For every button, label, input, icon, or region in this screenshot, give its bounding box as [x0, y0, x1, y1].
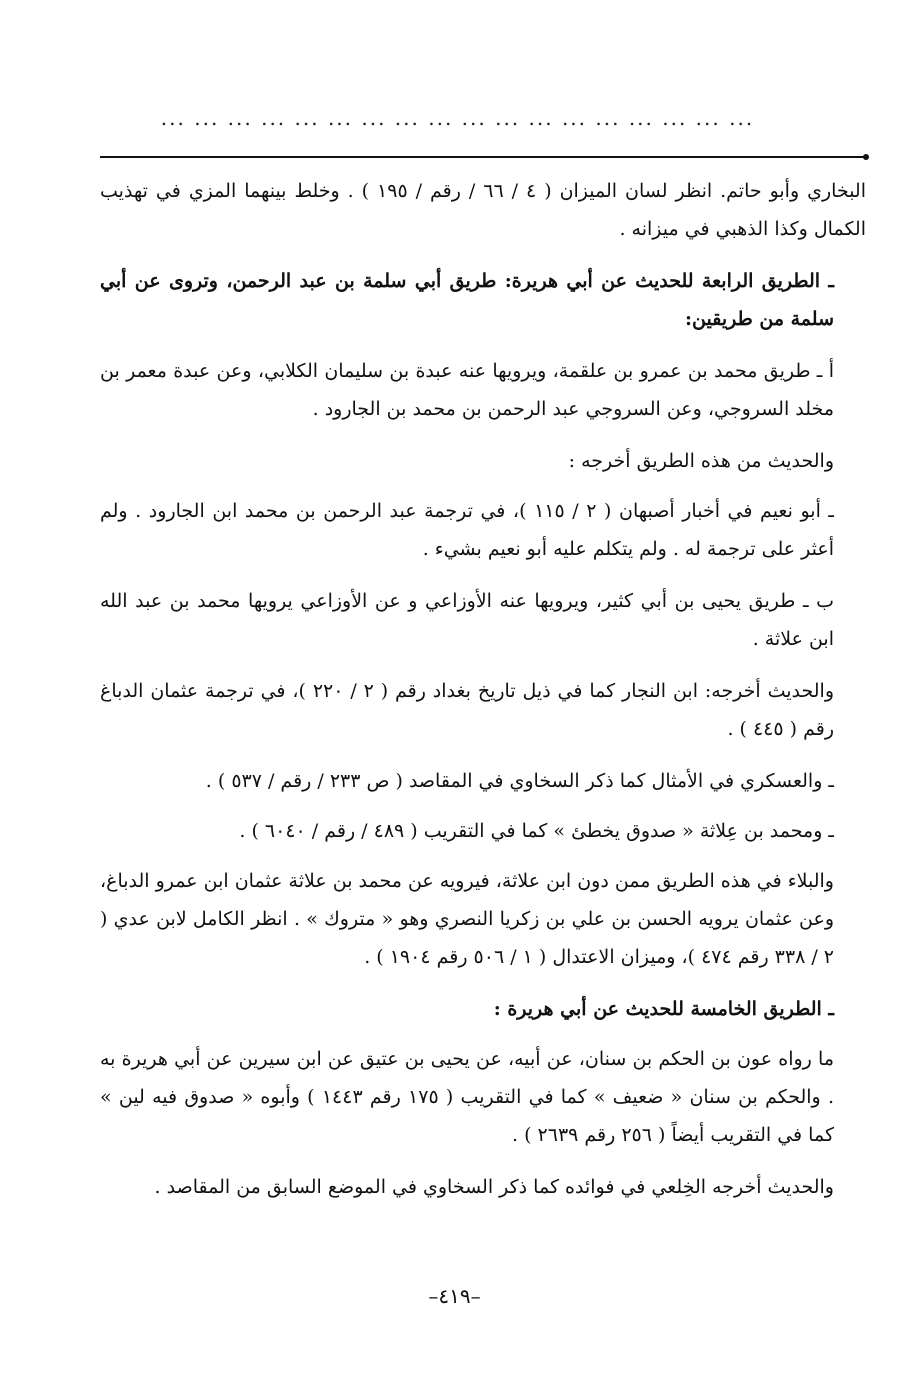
separator-dots: ... ... ... ... ... ... ... ... ... ... ... ... ... ... ... ... ... ...	[160, 106, 755, 130]
paragraph-13: والحديث أخرجه الخِلعي في فوائده كما ذكر السخاوي في الموضع السابق من المقاصد .	[154, 1176, 834, 1198]
paragraph-2: ـ الطريق الرابعة للحديث عن أبي هريرة: طريق أبي سلمة بن عبد الرحمن، وتروى عن أبي سلمة من طريقين:	[100, 270, 834, 330]
separator-rule	[100, 156, 866, 158]
paragraph-10: والبلاء في هذه الطريق ممن دون ابن علاثة، فيرويه عن محمد بن علاثة عثمان ابن عمرو الدباغ، وعن عثمان يرويه الحسن بن علي بن زكريا النصري وهو « متروك » . انظر الكامل لابن عدي ( ٢ / ٣٣٨ رقم ٤٧٤ )، وميزان الاعتدال ( ١ / ٥٠٦ رقم ١٩٠٤ ) .	[100, 870, 834, 968]
paragraph-12: ما رواه عون بن الحكم بن سنان، عن أبيه، عن يحيى بن عتيق عن ابن سيرين عن أبي هريرة به . والحكم بن سنان « ضعيف » كما في التقريب ( ١٧٥ رقم ١٤٤٣ ) وأبوه « صدوق فيه لين » كما في التقريب أيضاً ( ٢٥٦ رقم ٢٦٣٩ ) .	[100, 1048, 834, 1146]
paragraph-1: البخاري وأبو حاتم. انظر لسان الميزان ( ٤ / ٦٦ / رقم / ١٩٥ ) . وخلط بينهما المزي في تهذيب الكمال وكذا الذهبي في ميزانه .	[100, 180, 866, 240]
page-number: –٤١٩–	[428, 1284, 481, 1308]
paragraph-7: والحديث أخرجه: ابن النجار كما في ذيل تاريخ بغداد رقم ( ٢ / ٢٢٠ )، في ترجمة عثمان الدباغ رقم ( ٤٤٥ ) .	[100, 680, 834, 740]
paragraph-9: ـ ومحمد بن عِلاثة « صدوق يخطئ » كما في التقريب ( ٤٨٩ / رقم / ٦٠٤٠ ) .	[239, 820, 834, 842]
paragraph-8: ـ والعسكري في الأمثال كما ذكر السخاوي في المقاصد ( ص ٢٣٣ / رقم / ٥٣٧ ) .	[205, 770, 834, 792]
paragraph-3: أ ـ طريق محمد بن عمرو بن علقمة، ويرويها عنه عبدة بن سليمان الكلابي، وعن عبدة معمر بن مخلد السروجي، وعن السروجي عبد الرحمن بن محمد بن الجارود .	[100, 360, 834, 420]
paragraph-11: ـ الطريق الخامسة للحديث عن أبي هريرة :	[493, 998, 834, 1020]
paragraph-5: ـ أبو نعيم في أخبار أصبهان ( ٢ / ١١٥ )، في ترجمة عبد الرحمن بن محمد ابن الجارود . ولم أعثر على ترجمة له . ولم يتكلم عليه أبو نعيم بشيء .	[100, 500, 834, 560]
footnote-body	[100, 172, 866, 1218]
paragraph-4: والحديث من هذه الطريق أخرجه :	[568, 450, 834, 472]
paragraph-6: ب ـ طريق يحيى بن أبي كثير، ويرويها عنه الأوزاعي و عن الأوزاعي يرويها محمد بن عبد الله ابن علاثة .	[100, 590, 834, 650]
